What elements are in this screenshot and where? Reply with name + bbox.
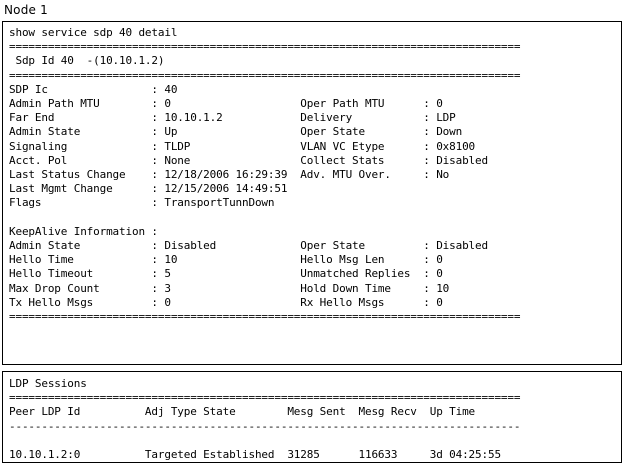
sdp-field-line-0: SDP Ic : 40 bbox=[9, 82, 178, 96]
rule-line-top-1: =============================================================================== bbox=[9, 40, 521, 54]
sdp-detail-output-panel bbox=[2, 21, 622, 365]
sdp-field-line-1: Admin Path MTU : 0 Oper Path MTU : 0 bbox=[9, 97, 443, 111]
rule-line-bottom-2: ------------------------------------------------------------------------------- bbox=[9, 419, 521, 433]
spacer-line-1 bbox=[9, 211, 615, 225]
keepalive-line-3: Max Drop Count : 3 Hold Down Time : 10 bbox=[9, 281, 450, 295]
sdp-field-line-2: Far End : 10.10.1.2 Delivery : LDP bbox=[9, 111, 456, 125]
keepalive-section-title: KeepAlive Information : bbox=[9, 224, 158, 238]
sdp-field-line-3: Admin State : Up Oper State : Down bbox=[9, 125, 463, 139]
node-title: Node 1 bbox=[4, 3, 48, 17]
sdp-field-line-7: Last Mgmt Change : 12/15/2006 14:49:51 bbox=[9, 182, 288, 196]
ldp-sessions-title: LDP Sessions bbox=[9, 377, 87, 390]
sdp-header-line: Sdp Id 40 -(10.10.1.2) bbox=[9, 54, 165, 68]
sdp-field-line-4: Signaling : TLDP VLAN VC Etype : 0x8100 bbox=[9, 139, 476, 153]
rule-line-bottom-1: =============================================================================== bbox=[9, 391, 521, 405]
ldp-sessions-columns: Peer LDP Id Adj Type State Mesg Sent Mesg Recv Up Time bbox=[9, 405, 476, 419]
ldp-sessions-panel bbox=[2, 371, 622, 463]
sdp-field-line-8: Flags : TransportTunnDown bbox=[9, 196, 275, 210]
keepalive-line-1: Hello Time : 10 Hello Msg Len : 0 bbox=[9, 253, 443, 267]
keepalive-line-0: Admin State : Disabled Oper State : Disabled bbox=[9, 239, 488, 253]
keepalive-line-2: Hello Timeout : 5 Unmatched Replies : 0 bbox=[9, 267, 443, 281]
keepalive-line-4: Tx Hello Msgs : 0 Rx Hello Msgs : 0 bbox=[9, 295, 443, 309]
sdp-field-line-6: Last Status Change : 12/18/2006 16:29:39 Adv. MTU Over. : No bbox=[9, 168, 450, 182]
table-row: 10.10.1.2:0 Targeted Established 31285 116633 3d 04:25:55 bbox=[9, 448, 501, 461]
rule-line-top-3: =============================================================================== bbox=[9, 310, 521, 324]
rule-line-top-2: =============================================================================== bbox=[9, 68, 521, 82]
sdp-field-line-5: Acct. Pol : None Collect Stats : Disabled bbox=[9, 153, 488, 167]
cli-command-line: show service sdp 40 detail bbox=[9, 26, 178, 39]
spacer-line-2 bbox=[9, 434, 615, 448]
